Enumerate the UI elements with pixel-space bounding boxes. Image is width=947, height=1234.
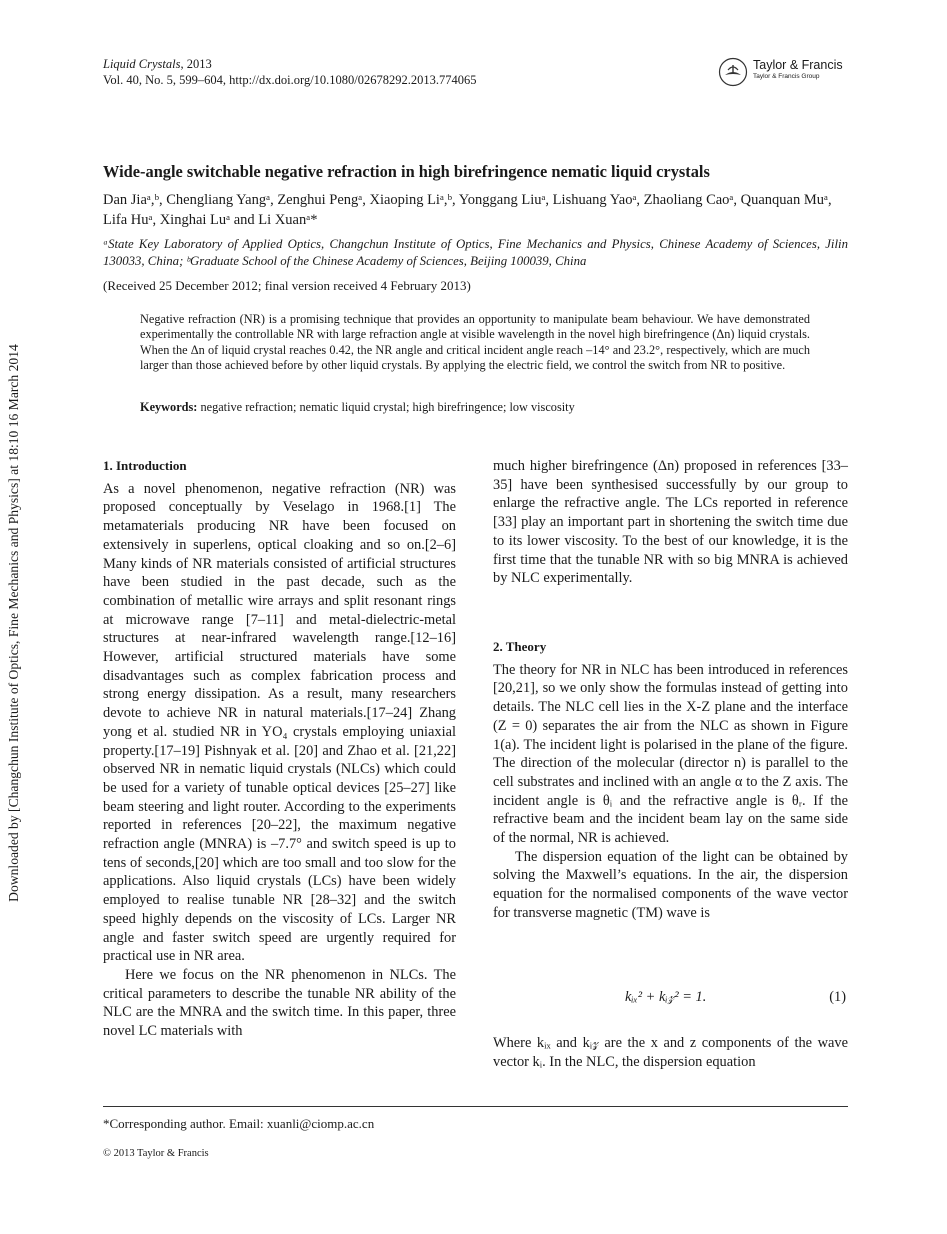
intro-paragraph-1: As a novel phenomenon, negative refraction (NR) was proposed conceptually by Veselago in 1968.[1] The metamaterials producing NR have been focused on extensively in superlens, optical cloaking and so on.[2–6] Many kinds of NR materials consisted of artificial structures have been studied in the past decade, such as the combination of metallic wire arrays and split resonant rings at microwave range [7–11] and metal-dielectric-metal structures at near-infrared wavelength range.[12–16] However, artificial structured materials have some disadvantages such as complex fabrication process and strong energy dissipation. As a result, many researchers devote to achieve NR in natural materials.[17–24] Zhang yong et al. studied NR in YO₄ crystals employing uniaxial property.[17–19] Pishnyak et al. [20] and Zhao et al. [21,22] observed NR in nematic liquid crystals (NLCs) which could be used for a variety of tunable optical devices [25–27] like beam steering and light router. According to the experiments reported in references [20–22], the maximum negative refraction angle (MNRA) is –7.7° and switch speed is up to tens of seconds,[20] which are too small and too slow for the applications. Also liquid crystals (LCs) have been widely employed to realise tunable NR [28–32] and the switch speed highly depends on the viscosity of LCs. Larger NR angle and faster switch speed are urgently required for practical use in NR area. [103, 480, 456, 965]
theory-section [493, 638, 848, 923]
publisher-logo [718, 57, 848, 87]
abstract: Negative refraction (NR) is a promising technique that provides an opportunity to manipulate beam behaviour. We have demonstrated experimentally the controllable NR with large refraction angle at visible wavelength in the novel high birefringence (Δn) liquid crystals. When the Δn of liquid crystal reaches 0.42, the NR angle and critical incident angle reach –14° and 23.2°, respectively, which are much larger than those achieved before by other liquid crystals. By applying the electric field, we control the switch from NR to positive. [140, 312, 810, 372]
copyright-notice: © 2013 Taylor & Francis [103, 1148, 209, 1159]
corresponding-author-footnote: *Corresponding author. Email: xuanli@ciomp.ac.cn [103, 1116, 375, 1131]
footnote-divider [103, 1106, 848, 1107]
equation-expression: kᵢₓ² + kᵢ𝓏² = 1. [625, 989, 707, 1005]
received-dates: (Received 25 December 2012; final version received 4 February 2013) [103, 278, 471, 293]
left-column [103, 457, 456, 1041]
paper-title: Wide-angle switchable negative refraction in high birefringence nematic liquid crystals [103, 162, 710, 181]
publisher-emblem-icon [718, 57, 748, 87]
intro-paragraph-3: much higher birefringence (Δn) proposed in references [33–35] have been synthesised successfully by our group to enlarge the refractive angle. The LCs reported in reference [33] play an important part in shortening the switch time due to its lower viscosity. To the best of our knowledge, it is the first time that the tunable NR with so big MNRA is achieved by NLC experimentally. [493, 458, 848, 587]
intro-paragraph-2: Here we focus on the NR phenomenon in NLCs. The critical parameters to describe the tunable NR ability of the NLC are the MNRA and the switch time. In this paper, three novel LC materials with [103, 966, 456, 1040]
publisher-group: Taylor & Francis Group [753, 73, 820, 80]
author-list: Dan Jiaᵃ,ᵇ, Chengliang Yangᵃ, Zenghui Pengᵃ, Xiaoping Liᵃ,ᵇ, Yonggang Liuᵃ, Lishuang Yaoᵃ, Zhaoliang Caoᵃ, Quanquan Muᵃ, Lifa Huᵃ, Xinghai Luᵃ and Li Xuanᵃ* [103, 192, 832, 228]
keywords-text: negative refraction; nematic liquid crystal; high birefringence; low viscosity [197, 400, 575, 414]
journal-volume[interactable]: Vol. 40, No. 5, 599–604, http://dx.doi.org/10.1080/02678292.2013.774065 [103, 73, 477, 87]
theory-paragraph-3: Where kᵢₓ and kᵢ𝓏 are the x and z components of the wave vector kᵢ. In the NLC, the dispersion equation [493, 1035, 848, 1070]
theory-paragraph-1: The theory for NR in NLC has been introduced in references [20,21], so we only show the formulas instead of getting into details. The NLC cell lies in the X-Z plane and the interface (Z = 0) separates the air from the NLC as shown in Figure 1(a). The incident light is polarised in the plane of the figure. The direction of the molecular (director n) is parallel to the cell substrates and inclined with an angle α to the Z axis. The incident angle is θᵢ and the refractive angle is θᵣ. If the refractive beam and the incident beam lay on the same side of the normal, NR is achieved. [493, 661, 848, 847]
journal-header [103, 56, 477, 88]
journal-name: Liquid Crystals [103, 57, 181, 71]
journal-year: , 2013 [180, 57, 212, 71]
section-1-heading: 1. Introduction [103, 458, 187, 473]
theory-continuation [493, 1034, 848, 1071]
right-column-top [493, 457, 848, 588]
affiliations: ᵃState Key Laboratory of Applied Optics, Changchun Institute of Optics, Fine Mechanics and Physics, Chinese Academy of Sciences, Jilin 130033, China; ᵇGraduate School of the Chinese Academy of Sciences, Beijing 100039, China [103, 237, 848, 268]
download-watermark: Downloaded by [Changchun Institute of Optics, Fine Mechanics and Physics] at 18:10 16 March 2014 [6, 343, 21, 902]
equation-number: (1) [829, 989, 846, 1005]
keywords-label: Keywords: [140, 400, 198, 414]
theory-paragraph-2: The dispersion equation of the light can be obtained by solving the Maxwell’s equations. In the air, the dispersion equation for the normalised components of the wave vector for transverse magnetic (TM) wave is [493, 848, 848, 921]
section-2-heading: 2. Theory [493, 639, 547, 654]
equation-1 [493, 989, 848, 1009]
publisher-name: Taylor & Francis [753, 58, 843, 72]
keywords [140, 400, 810, 415]
